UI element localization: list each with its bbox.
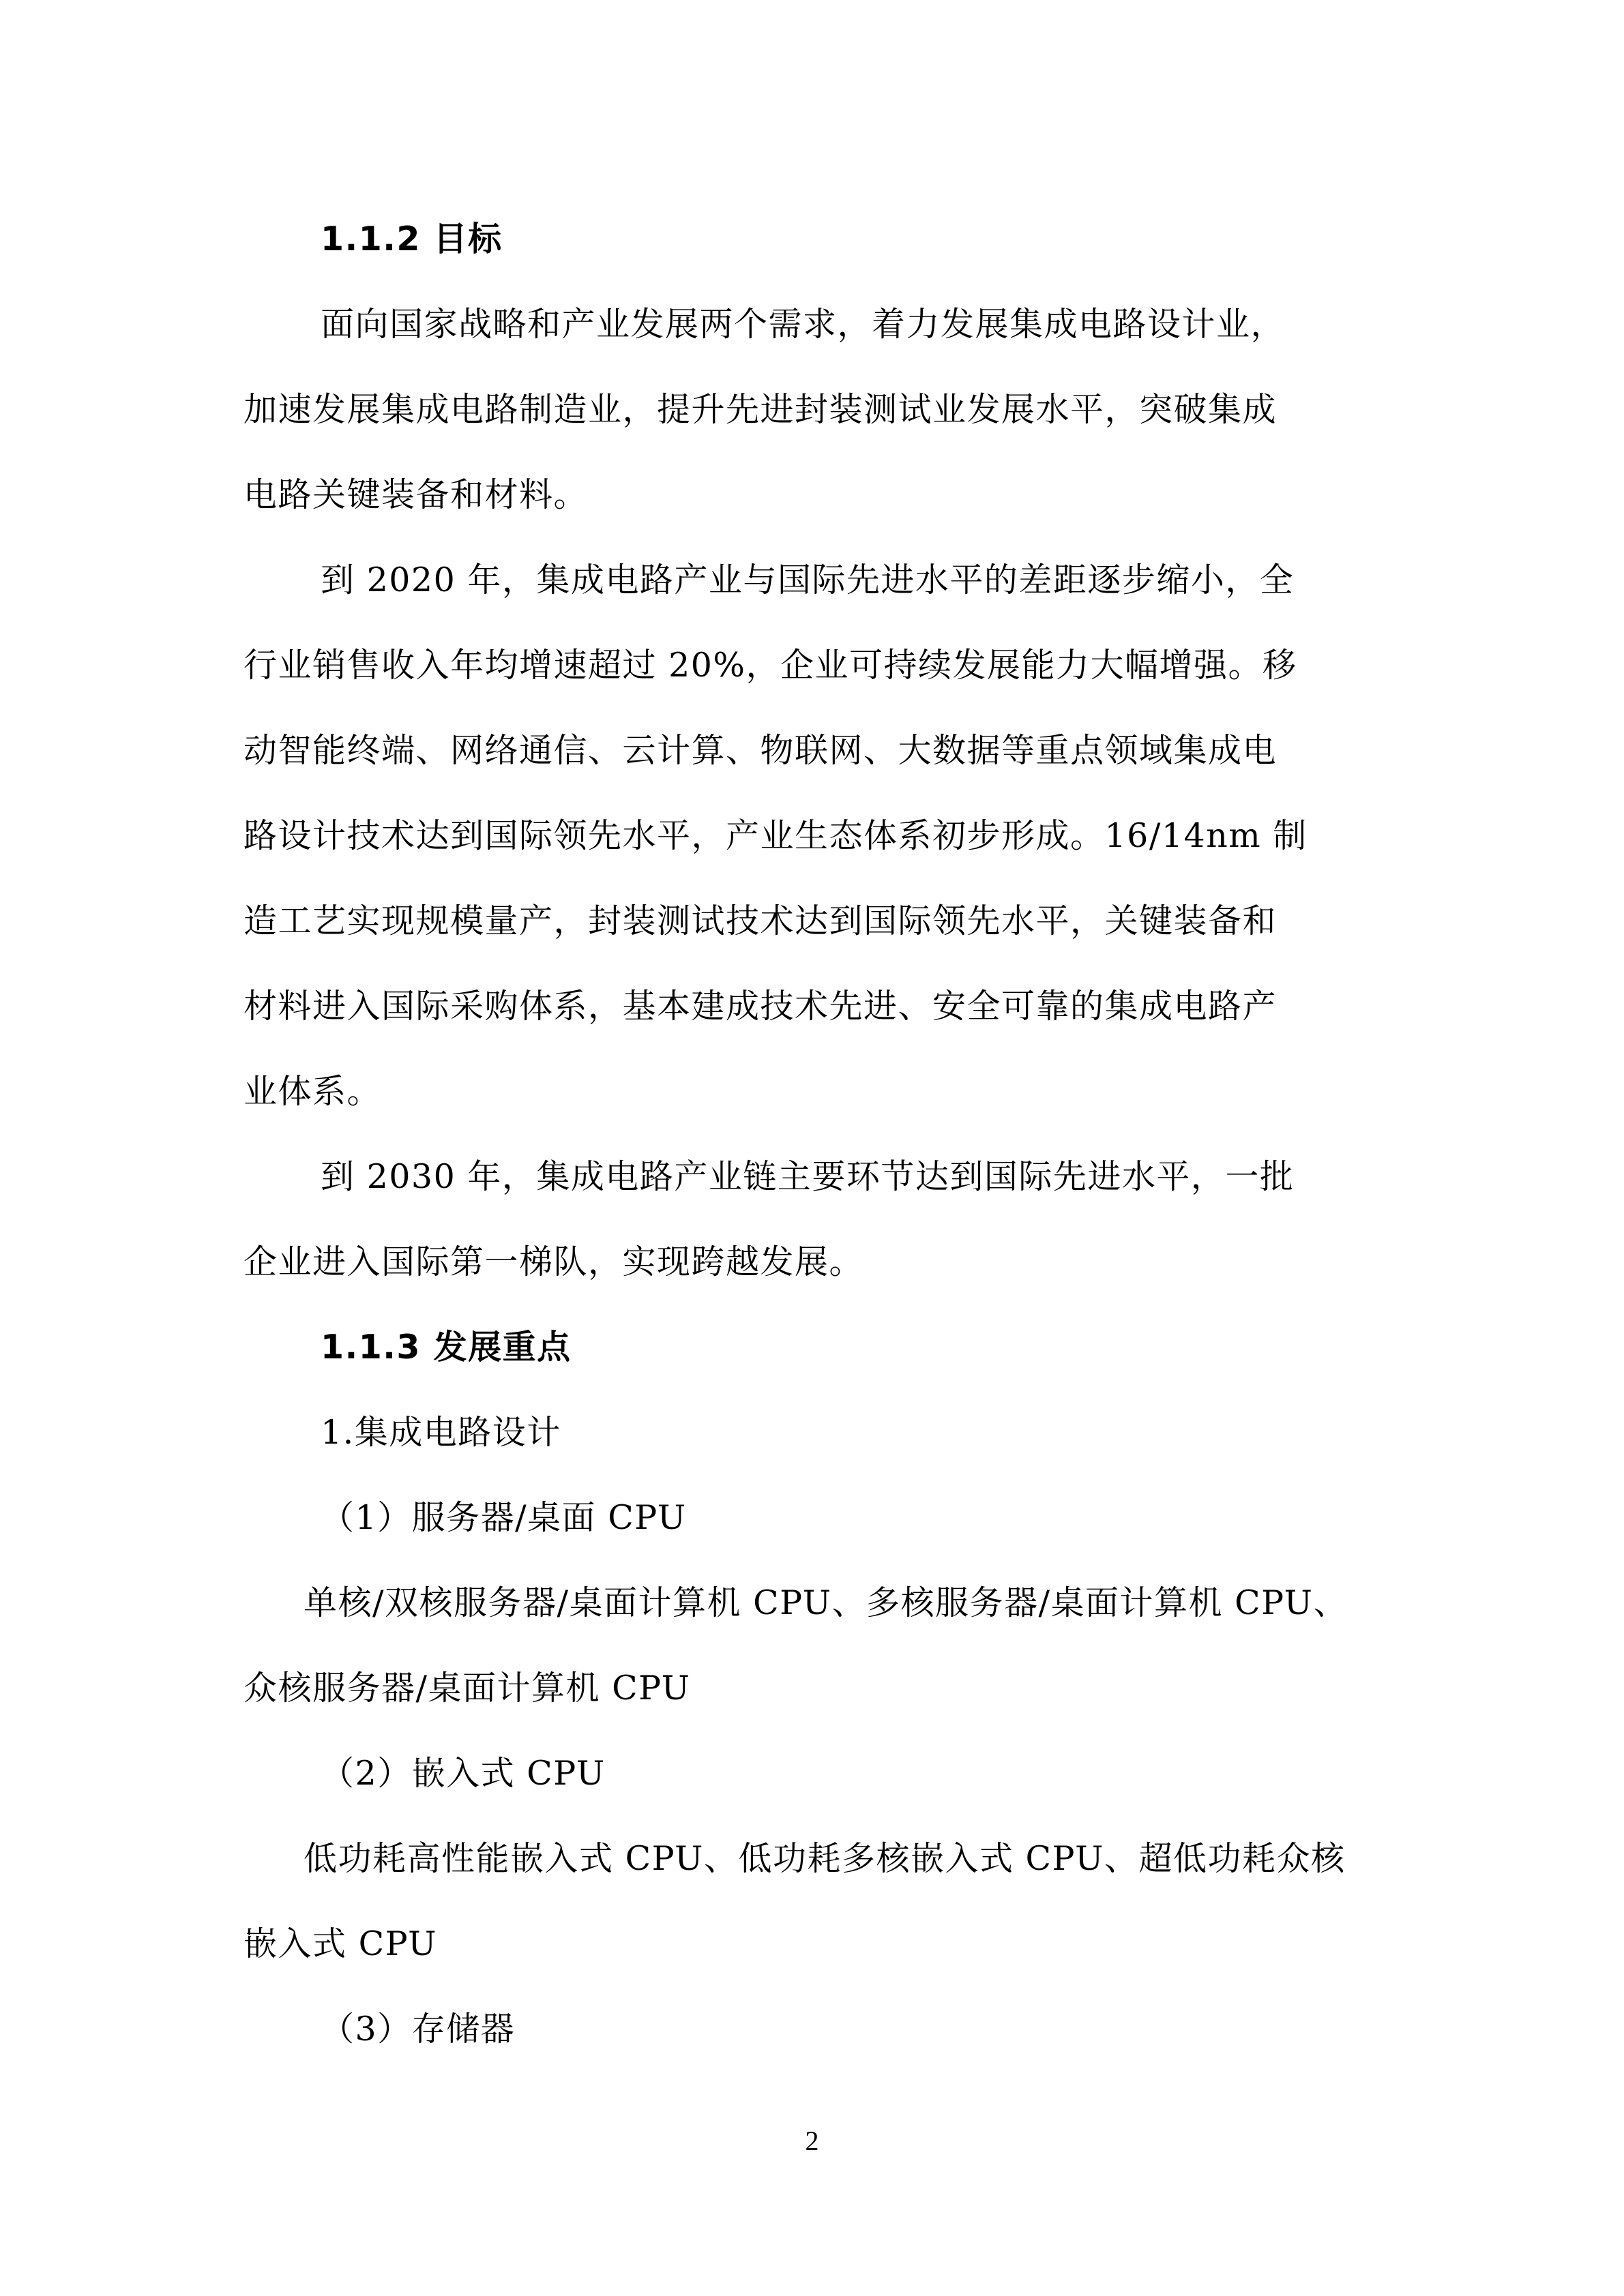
paragraph-line: 行业销售收入年均增速超过 20%，企业可持续发展能力大幅增强。移 — [243, 646, 1297, 685]
paragraph-line: 低功耗高性能嵌入式 CPU、低功耗多核嵌入式 CPU、超低功耗众核 — [304, 1839, 1346, 1878]
paragraph-line: 电路关键装备和材料。 — [243, 475, 589, 514]
paragraph-line: 面向国家战略和产业发展两个需求，着力发展集成电路设计业， — [321, 305, 1286, 344]
paragraph-line: 单核/双核服务器/桌面计算机 CPU、多核服务器/桌面计算机 CPU、 — [304, 1583, 1348, 1622]
paragraph-line: 造工艺实现规模量产，封装测试技术达到国际领先水平，关键装备和 — [243, 901, 1278, 940]
list-item-title: （3）存储器 — [321, 2010, 516, 2048]
paragraph-line: 企业进入国际第一梯队，实现跨越发展。 — [243, 1242, 864, 1281]
page-number: 2 — [805, 2126, 819, 2156]
paragraph-line: 嵌入式 CPU — [243, 1924, 437, 1963]
section-heading-focus: 1.1.3 发展重点 — [321, 1328, 572, 1367]
paragraph-line: 加速发展集成电路制造业，提升先进封装测试业发展水平，突破集成 — [243, 390, 1278, 429]
paragraph-line: 到 2030 年，集成电路产业链主要环节达到国际先进水平，一批 — [321, 1157, 1295, 1196]
list-item-title: （2）嵌入式 CPU — [321, 1754, 606, 1793]
subsection-heading-ic-design: 1.集成电路设计 — [321, 1413, 561, 1452]
paragraph-line: 材料进入国际采购体系，基本建成技术先进、安全可靠的集成电路产 — [243, 987, 1278, 1026]
paragraph-line: 路设计技术达到国际领先水平，产业生态体系初步形成。16/14nm 制 — [243, 816, 1308, 855]
list-item-title: （1）服务器/桌面 CPU — [321, 1498, 687, 1537]
paragraph-line: 到 2020 年，集成电路产业与国际先进水平的差距逐步缩小，全 — [321, 561, 1295, 599]
paragraph-line: 业体系。 — [243, 1072, 382, 1111]
section-heading-goals: 1.1.2 目标 — [321, 220, 503, 258]
paragraph-line: 众核服务器/桌面计算机 CPU — [243, 1669, 691, 1708]
paragraph-line: 动智能终端、网络通信、云计算、物联网、大数据等重点领域集成电 — [243, 731, 1278, 770]
